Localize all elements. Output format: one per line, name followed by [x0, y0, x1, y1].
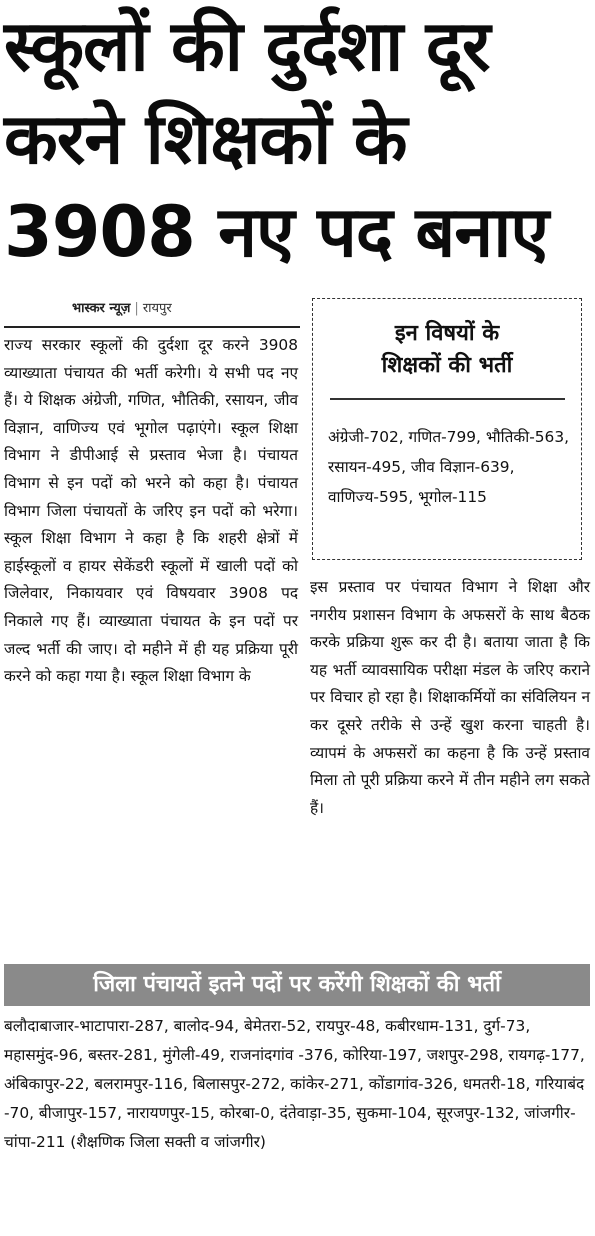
article-right-column: इस प्रस्ताव पर पंचायत विभाग ने शिक्षा और नगरीय प्रशासन विभाग के अफसरों के साथ बैठक करके प्रक्रिया शुरू कर दी है। बताया जाता है कि यह भर्ती व्यावसायिक परीक्षा मंडल के जरिए कराने पर विचार हो रहा है। शिक्षाकर्मियों का संविलियन न कर दूसरे तरीके से उन्हें खुश करना चाहती है। व्यापमं के अफसरों का कहना है कि उन्हें प्रस्ताव मिला तो पूरी प्रक्रिया करने में तीन महीने लग सकते हैं। — [310, 578, 590, 817]
headline-line-3: 3908 नए पद बनाए — [4, 191, 549, 273]
byline — [72, 298, 172, 316]
sidebar-title — [312, 318, 582, 382]
byline-rule — [4, 326, 300, 328]
sidebar-rule — [330, 398, 565, 400]
sidebar-title-line-2: शिक्षकों की भर्ती — [381, 353, 513, 378]
headline — [4, 0, 592, 279]
article-left-column: राज्य सरकार स्कूलों की दुर्दशा दूर करने 3908 व्याख्याता पंचायत की भर्ती करेगी। ये सभी पद नए हैं। ये शिक्षक अंग्रेजी, गणित, भौतिकी, रसायन, जीव विज्ञान, वाणिज्य एवं भूगोल पढ़ाएंगे। स्कूल शिक्षा विभाग ने डीपीआई से प्रस्ताव भेजा है। पंचायत विभाग से इन पदों को भरने को कहा है। पंचायत विभाग जिला पंचायतों के जरिए इन पदों को भरेगा। स्कूल शिक्षा विभाग ने कहा है कि शहरी क्षेत्रों में हाईस्कूलों व हायर सेकेंडरी स्कूलों में खाली पदों को जिलेवार, निकायवार एवं विषयवार 3908 पद निकाले गए हैं। व्याख्याता पंचायत के इन पदों पर जल्द भर्ती की जाए। दो महीने में ही यह प्रक्रिया पूरी करने को कहा गया है। स्कूल शिक्षा विभाग के — [4, 336, 298, 686]
sidebar-body: अंग्रेजी-702, गणित-799, भौतिकी-563, रसायन-495, जीव विज्ञान-639, वाणिज्य-595, भूगोल-115 — [328, 428, 570, 506]
sidebar-title-line-1: इन विषयों के — [394, 321, 500, 346]
byline-separator: | — [134, 301, 139, 316]
byline-city: रायपुर — [142, 301, 172, 316]
district-band-title: जिला पंचायतें इतने पदों पर करेंगी शिक्षकों की भर्ती — [4, 964, 590, 1006]
headline-line-1: स्कूलों की दुर्दशा दूर — [4, 5, 490, 87]
headline-line-2: करने शिक्षकों के — [4, 98, 407, 180]
byline-source: भास्कर न्यूज़ — [72, 301, 131, 316]
district-list: बलौदाबाजार-भाटापारा-287, बालोद-94, बेमेतरा-52, रायपुर-48, कबीरधाम-131, दुर्ग-73, महासमुंद-96, बस्तर-281, मुंगेली-49, राजनांदगांव -376, कोरिया-197, जशपुर-298, रायगढ़-177, अंबिकापुर-22, बलरामपुर-116, बिलासपुर-272, कांकेर-271, कोंडागांव-326, धमतरी-18, गरियाबंद -70, बीजापुर-157, नारायणपुर-15, कोरबा-0, दंतेवाड़ा-35, सुकमा-104, सूरजपुर-132, जांजगीर-चांपा-211 (शैक्षणिक जिला सक्ती व जांजगीर) — [4, 1017, 585, 1151]
